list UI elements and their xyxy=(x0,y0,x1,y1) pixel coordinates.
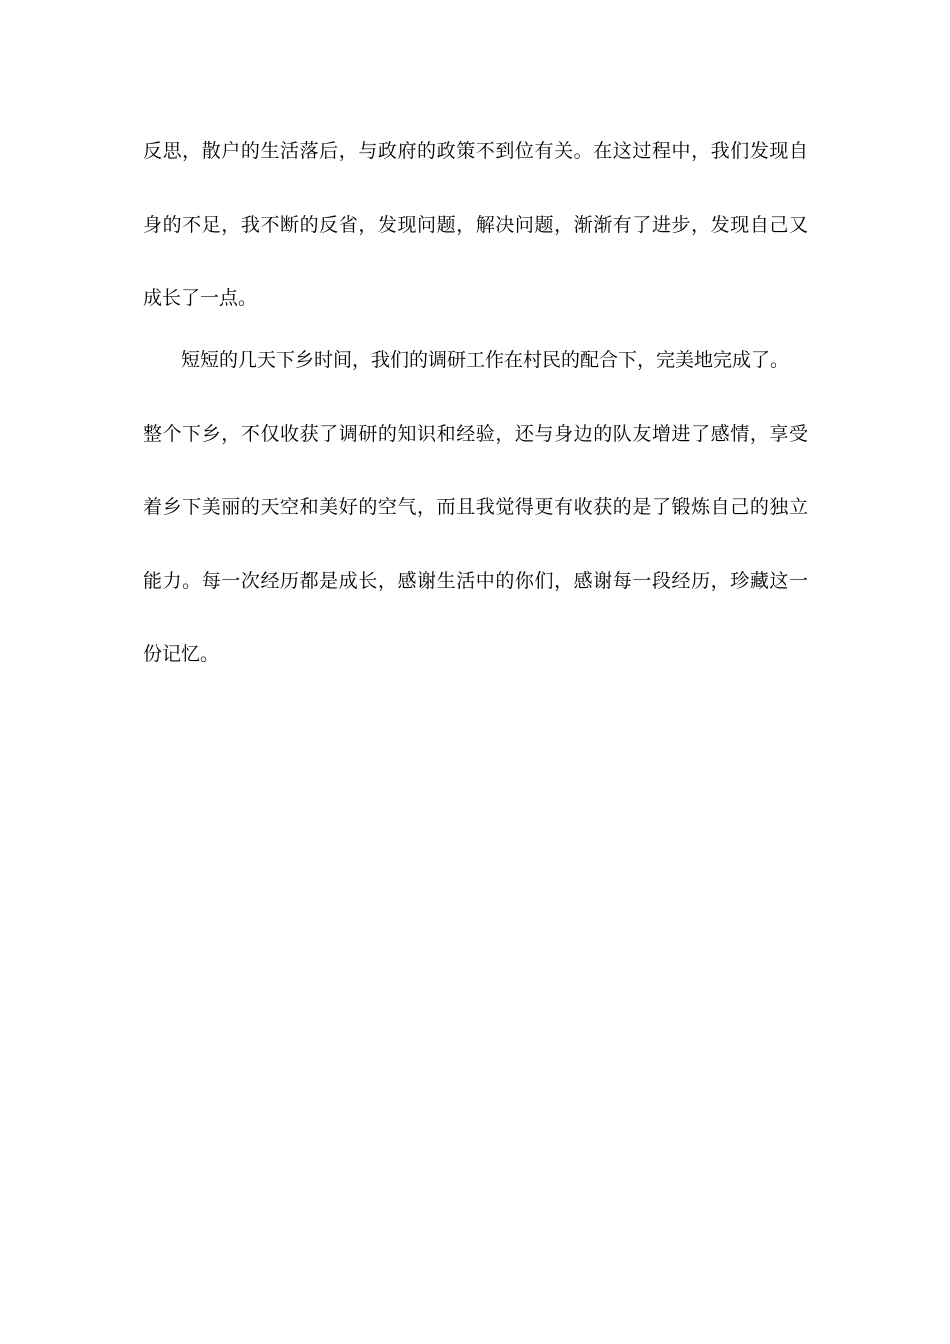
paragraph xyxy=(143,335,808,703)
text-line: 反思，散户的生活落后，与政府的政策不到位有关。在这过程中，我们发现自 xyxy=(143,140,808,162)
text-line: 成长了一点。 xyxy=(143,287,258,309)
text-line: 身的不足，我不断的反省，发现问题，解决问题，渐渐有了进步，发现自己又 xyxy=(143,213,808,236)
text-line: 份记忆。 xyxy=(143,643,220,665)
text-line: 短短的几天下乡时间，我们的调研工作在村民的配合下，完美地完成了。 xyxy=(181,349,790,371)
paragraph xyxy=(143,126,808,335)
text-line: 整个下乡，不仅收获了调研的知识和经验，还与身边的队友增进了感情，享受 xyxy=(143,422,808,445)
text-line: 着乡下美丽的天空和美好的空气，而且我觉得更有收获的是了锻炼自己的独立 xyxy=(143,496,808,518)
document-body xyxy=(143,126,808,703)
text-line: 能力。每一次经历都是成长，感谢生活中的你们，感谢每一段经历，珍藏这一 xyxy=(143,569,808,592)
